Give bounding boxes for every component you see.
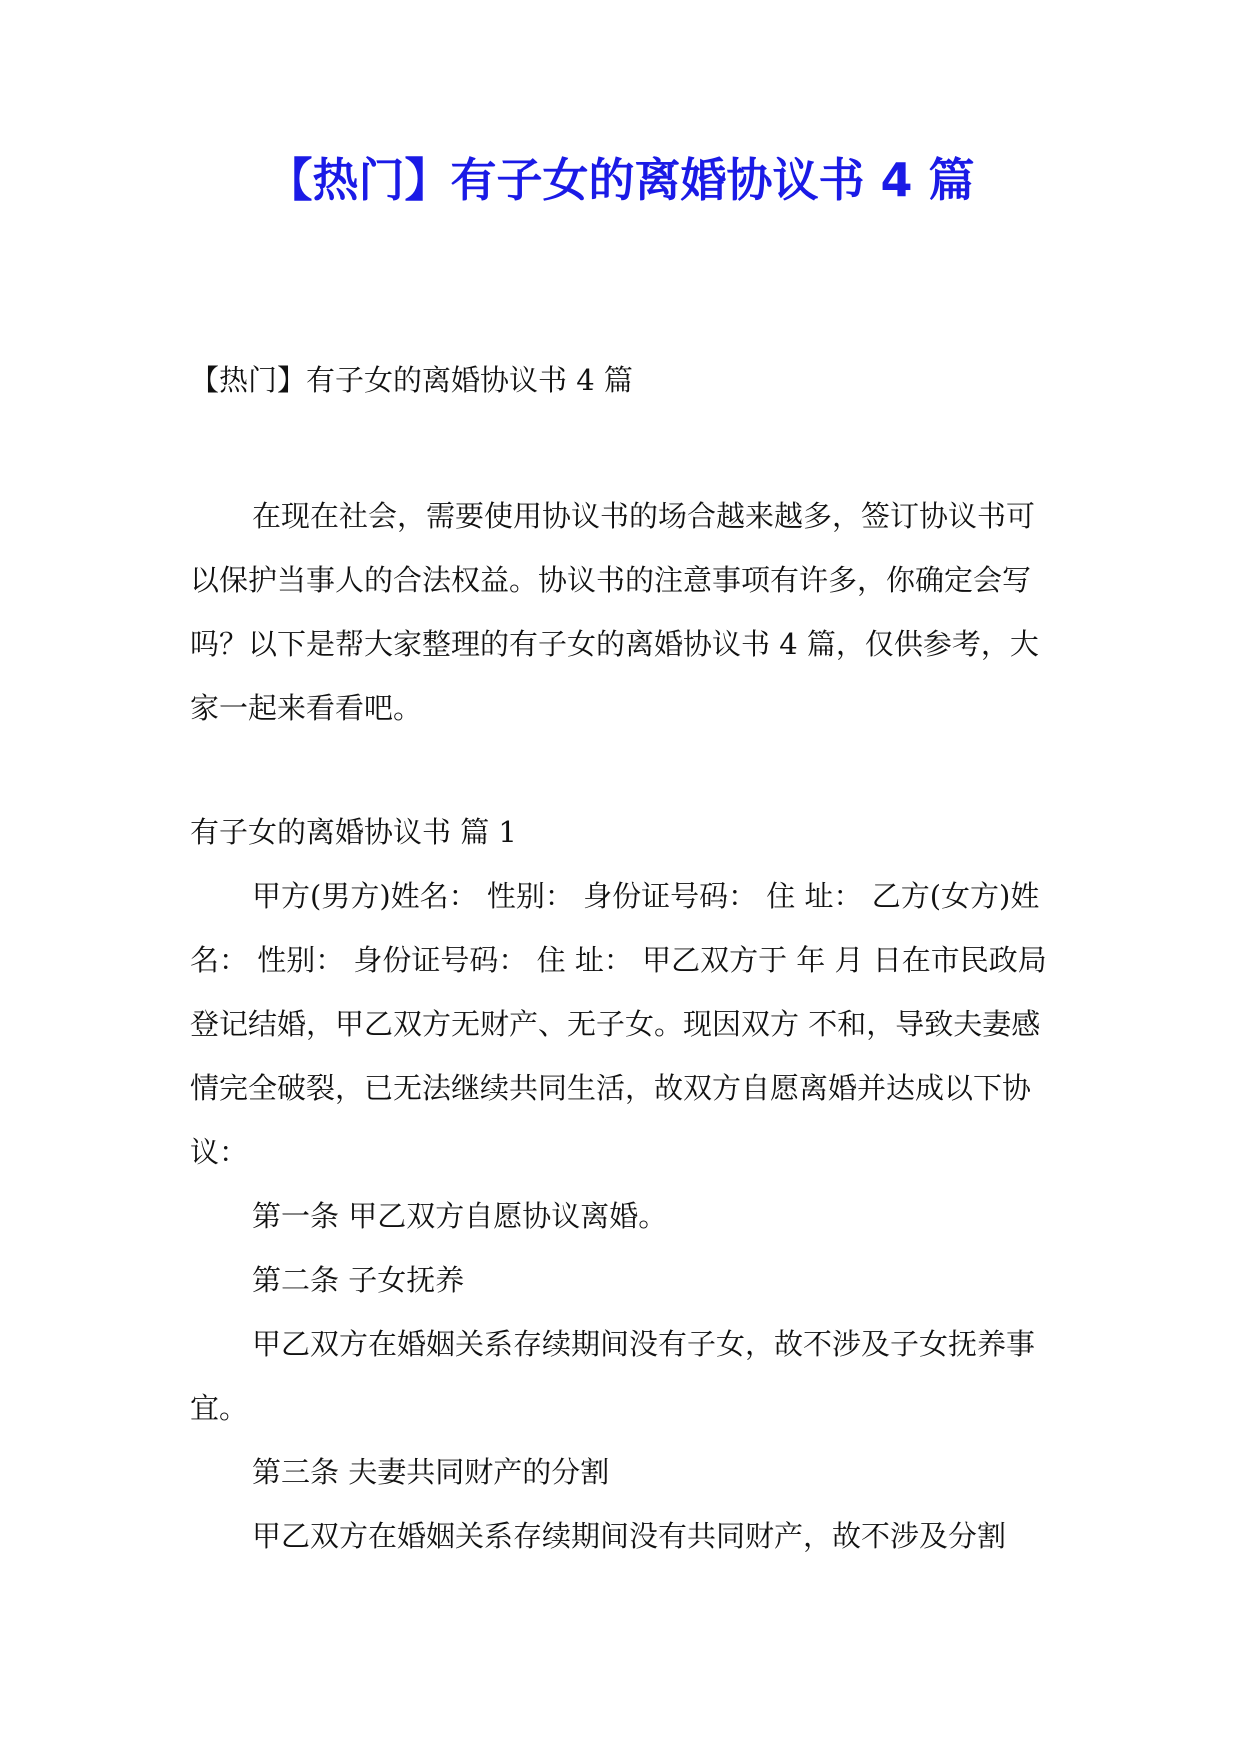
section-heading: 有子女的离婚协议书 篇 1 xyxy=(190,815,517,849)
intro-paragraph: 在现在社会，需要使用协议书的场合越来越多，签订协议书可以保护当事人的合法权益。协议书的注意事项有许多，你确定会写吗？以下是帮大家整理的有子女的离婚协议书 4 篇，仅供参考，大家一起来看看吧。 xyxy=(190,499,1039,725)
article-2-text: 甲乙双方在婚姻关系存续期间没有子女，故不涉及子女抚养事宜。 xyxy=(190,1327,1036,1425)
parties-paragraph: 甲方(男方)姓名： 性别： 身份证号码： 住 址： 乙方(女方)姓名： 性别： 身份证号码： 住 址： 甲乙双方于 年 月 日在市民政局登记结婚，甲乙双方无财产、无子女。现因双方 不和，导致夫妻感情完全破裂，已无法继续共同生活，故双方自愿离婚并达成以下协议： xyxy=(190,879,1047,1169)
repeat-title: 【热门】有子女的离婚协议书 4 篇 xyxy=(190,363,633,397)
article-2-heading: 第二条 子女抚养 xyxy=(252,1263,465,1297)
article-3-text: 甲乙双方在婚姻关系存续期间没有共同财产，故不涉及分割 xyxy=(252,1519,1007,1553)
article-1: 第一条 甲乙双方自愿协议离婚。 xyxy=(252,1199,668,1233)
section-1 xyxy=(190,800,1050,1568)
article-3-heading: 第三条 夫妻共同财产的分割 xyxy=(252,1455,610,1489)
document-title: 【热门】有子女的离婚协议书 4 篇 xyxy=(266,153,975,207)
